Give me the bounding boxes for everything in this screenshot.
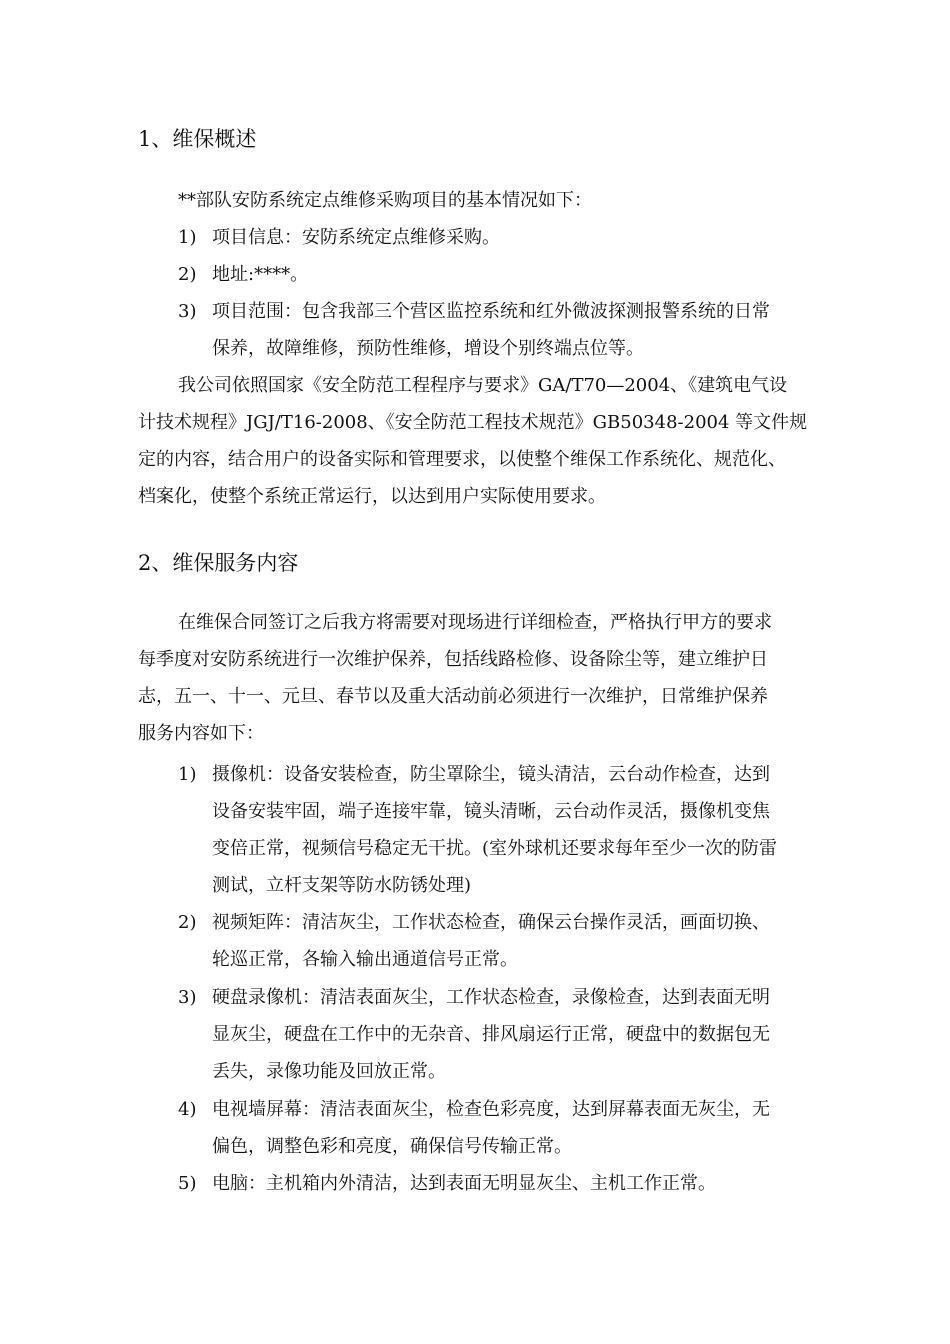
item-line: 显灰尘，硬盘在工作中的无杂音、排风扇运行正常，硬盘中的数据包无 bbox=[212, 1024, 770, 1045]
item-line: 偏色，调整色彩和亮度，确保信号传输正常。 bbox=[212, 1136, 572, 1157]
item-line: 视频矩阵：清洁灰尘，工作状态检查，确保云台操作灵活，画面切换、 bbox=[212, 912, 770, 933]
section-2-item-3 bbox=[178, 979, 818, 1090]
paragraph-line: 每季度对安防系统进行一次维护保养，包括线路检修、设备除尘等，建立维护日 bbox=[138, 649, 768, 670]
section-1-item-2 bbox=[178, 256, 818, 293]
item-number: 3) bbox=[178, 987, 197, 1008]
section-1-item-3 bbox=[178, 293, 818, 367]
section-2-heading: 2、维保服务内容 bbox=[138, 551, 299, 575]
item-line: 电脑：主机箱内外清洁，达到表面无明显灰尘、主机工作正常。 bbox=[212, 1173, 716, 1194]
section-1-item-1 bbox=[178, 219, 818, 256]
item-line: 硬盘录像机：清洁表面灰尘，工作状态检查，录像检查，达到表面无明 bbox=[212, 987, 770, 1008]
item-line: 地址:****。 bbox=[212, 264, 309, 285]
item-line: 轮巡正常，各输入输出通道信号正常。 bbox=[212, 949, 518, 970]
item-number: 2) bbox=[178, 264, 197, 285]
paragraph-line: 计技术规程》JGJ/T16-2008、《安全防范工程技术规范》GB50348-2004 等文件规 bbox=[138, 412, 808, 433]
section-2-item-1 bbox=[178, 756, 818, 904]
item-line: 项目范围：包含我部三个营区监控系统和红外微波探测报警系统的日常 bbox=[212, 301, 770, 322]
item-line: 变倍正常，视频信号稳定无干扰。(室外球机还要求每年至少一次的防雷 bbox=[212, 838, 778, 859]
paragraph-line: 我公司依照国家《安全防范工程程序与要求》GA/T70—2004、《建筑电气设 bbox=[178, 375, 788, 396]
item-number: 2) bbox=[178, 912, 197, 933]
item-line: 摄像机：设备安装检查，防尘罩除尘，镜头清洁，云台动作检查，达到 bbox=[212, 764, 770, 785]
item-line: 项目信息：安防系统定点维修采购。 bbox=[212, 227, 500, 248]
item-number: 4) bbox=[178, 1099, 197, 1120]
paragraph-line: 在维保合同签订之后我方将需要对现场进行详细检查，严格执行甲方的要求 bbox=[178, 612, 772, 633]
section-2-item-2 bbox=[178, 904, 818, 978]
item-line: 设备安装牢固，端子连接牢靠，镜头清晰，云台动作灵活，摄像机变焦 bbox=[212, 801, 770, 822]
intro-line: **部队安防系统定点维修采购项目的基本情况如下： bbox=[178, 190, 592, 211]
item-line: 保养，故障维修，预防性维修，增设个别终端点位等。 bbox=[212, 338, 644, 359]
section-2-paragraph bbox=[138, 604, 818, 752]
item-number: 1) bbox=[178, 227, 197, 248]
item-line: 丢失，录像功能及回放正常。 bbox=[212, 1061, 446, 1082]
section-1-intro bbox=[138, 182, 818, 219]
section-1-paragraph bbox=[138, 367, 818, 515]
section-2-item-4 bbox=[178, 1091, 818, 1165]
paragraph-line: 定的内容，结合用户的设备实际和管理要求，以使整个维保工作系统化、规范化、 bbox=[138, 449, 786, 470]
item-line: 电视墙屏幕：清洁表面灰尘，检查色彩亮度，达到屏幕表面无灰尘，无 bbox=[212, 1099, 770, 1120]
item-number: 3) bbox=[178, 301, 197, 322]
item-number: 1) bbox=[178, 764, 197, 785]
item-number: 5) bbox=[178, 1173, 197, 1194]
paragraph-line: 服务内容如下： bbox=[138, 723, 264, 744]
paragraph-line: 档案化，使整个系统正常运行，以达到用户实际使用要求。 bbox=[138, 486, 606, 507]
paragraph-line: 志，五一、十一、元旦、春节以及重大活动前必须进行一次维护，日常维护保养 bbox=[138, 686, 768, 707]
item-line: 测试，立杆支架等防水防锈处理) bbox=[212, 875, 472, 896]
section-2-item-5 bbox=[178, 1165, 818, 1202]
section-1-heading: 1、维保概述 bbox=[138, 127, 257, 151]
